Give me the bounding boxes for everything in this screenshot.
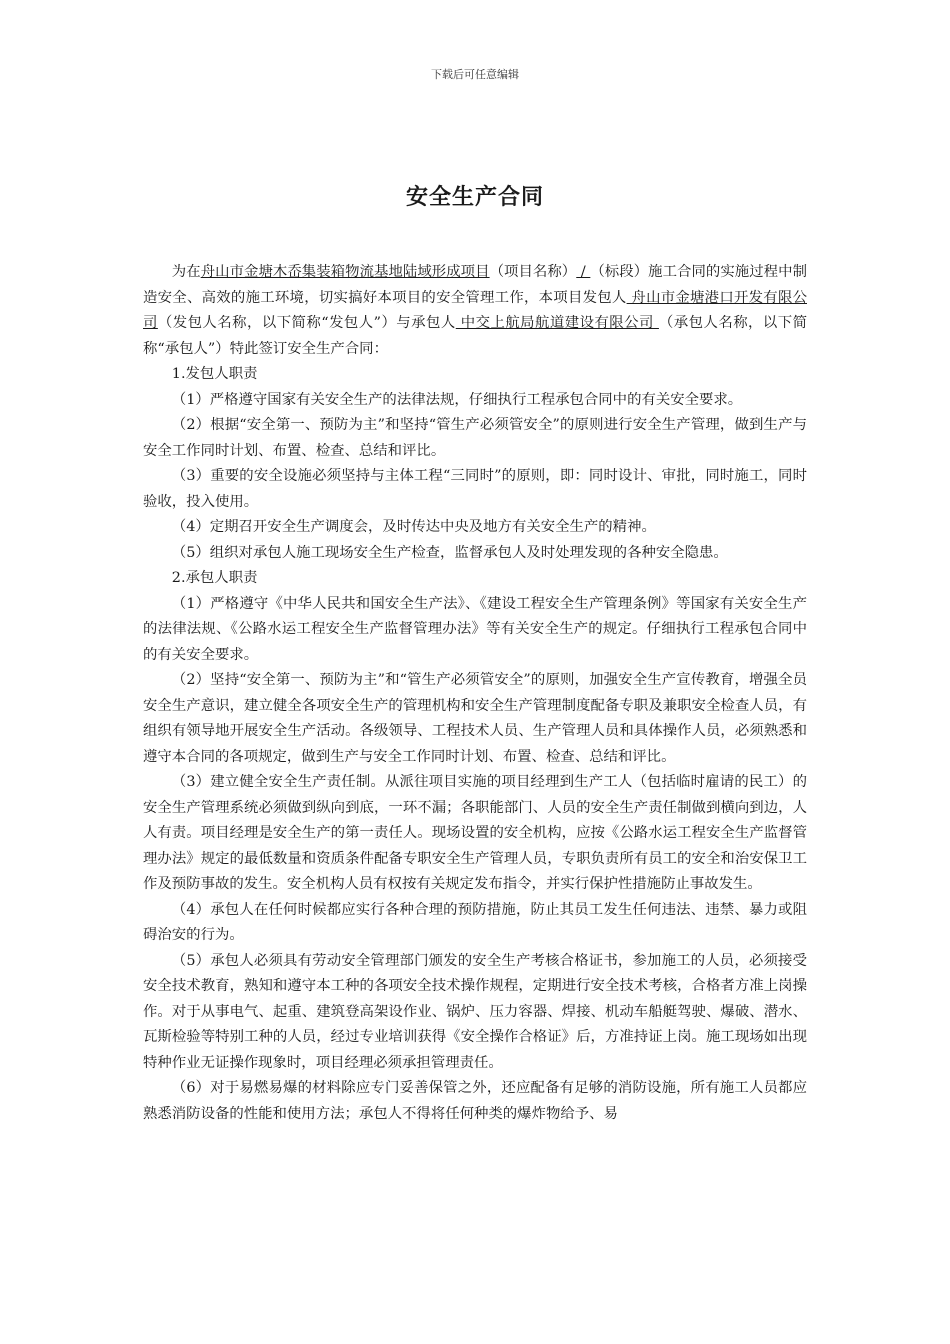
intro-text: 为在 <box>171 264 201 280</box>
clause: （2）坚持“安全第一、预防为主”和“管生产必须管安全”的原则，加强安全生产宣传教育，增强全员安全生产意识，建立健全各项安全生产的管理机构和安全生产管理制度配备专职及兼职安全检查人员，有组织有领导地开展安全生产活动。各级领导、工程技术人员、生产管理人员和具体操作人员，必须熟悉和遵守本合同的各项规定，做到生产与安全工作同时计划、布置、检查、总结和评比。 <box>143 672 807 765</box>
clause: （6）对于易燃易爆的材料除应专门妥善保管之外，还应配备有足够的消防设施，所有施工人员都应熟悉消防设备的性能和使用方法；承包人不得将任何种类的爆炸物给予、易 <box>143 1080 807 1122</box>
document-title: 安全生产合同 <box>405 185 544 210</box>
contractor-name: 中交上航局航道建设有限公司 <box>455 315 659 331</box>
section-value: / <box>576 264 591 280</box>
clause: （4）定期召开安全生产调度会，及时传达中央及地方有关安全生产的精神。 <box>171 519 656 535</box>
clause: （3）重要的安全设施必须坚持与主体工程“三同时”的原则，即：同时设计、审批，同时施工，同时验收，投入使用。 <box>143 468 807 510</box>
section-heading: 2.承包人职责 <box>171 570 258 586</box>
intro-paragraph <box>143 260 807 362</box>
contract-body <box>143 260 807 1127</box>
intro-text: （承包人名称，以下简称“承包人”）特此签订安全生产合同： <box>143 315 807 357</box>
clause: （3）建立健全安全生产责任制。从派往项目实施的项目经理到生产工人（包括临时雇请的民工）的安全生产管理系统必须做到纵向到底，一环不漏；各职能部门、人员的安全生产责任制做到横向到边，人人有责。项目经理是安全生产的第一责任人。现场设置的安全机构，应按《公路水运工程安全生产监督管理办法》规定的最低数量和资质条件配备专职安全生产管理人员，专职负责所有员工的安全和治安保卫工作及预防事故的发生。安全机构人员有权按有关规定发布指令，并实行保护性措施防止事故发生。 <box>143 774 807 892</box>
employer-name: 舟山市金塘港口开发有限公司 <box>143 289 807 331</box>
clause: （5）承包人必须具有劳动安全管理部门颁发的安全生产考核合格证书，参加施工的人员，必须接受安全技术教育，熟知和遵守本工种的各项安全技术操作规程，定期进行安全技术考核，合格者方准上岗操作。对于从事电气、起重、建筑登高架设作业、锅炉、压力容器、焊接、机动车船艇驾驶、爆破、潜水、瓦斯检验等特别工种的人员，经过专业培训获得《安全操作合格证》后，方准持证上岗。施工现场如出现特种作业无证操作现象时，项目经理必须承担管理责任。 <box>143 952 807 1071</box>
clause: （5）组织对承包人施工现场安全生产检查，监督承包人及时处理发现的各种安全隐患。 <box>171 544 728 561</box>
clause: （4）承包人在任何时候都应实行各种合理的预防措施，防止其员工发生任何违法、违禁、暴力或阻碍治安的行为。 <box>143 901 807 943</box>
section-heading: 1.发包人职责 <box>171 366 258 382</box>
clause: （1）严格遵守《中华人民共和国安全生产法》、《建设工程安全生产管理条例》等国家有关安全生产的法律法规、《公路水运工程安全生产监督管理办法》等有关安全生产的规定。仔细执行工程承包合同中的有关安全要求。 <box>143 595 807 663</box>
page-header-note: 下载后可任意编辑 <box>431 68 519 81</box>
clause: （1）严格遵守国家有关安全生产的法律法规，仔细执行工程承包合同中的有关安全要求。 <box>171 391 743 408</box>
intro-text: （标段）施工合同的实施过程中制造安全、高效的施工环境，切实搞好本项目的安全管理工作，本项目发包人 <box>143 264 807 306</box>
intro-text: （项目名称） <box>489 264 577 280</box>
clause: （2）根据“安全第一、预防为主”和坚持“管生产必须管安全”的原则进行安全生产管理，做到生产与安全工作同时计划、布置、检查、总结和评比。 <box>143 417 807 459</box>
project-name: 舟山市金塘木岙集装箱物流基地陆域形成项目 <box>200 264 490 280</box>
intro-text: （发包人名称，以下简称“发包人”）与承包人 <box>157 315 456 331</box>
